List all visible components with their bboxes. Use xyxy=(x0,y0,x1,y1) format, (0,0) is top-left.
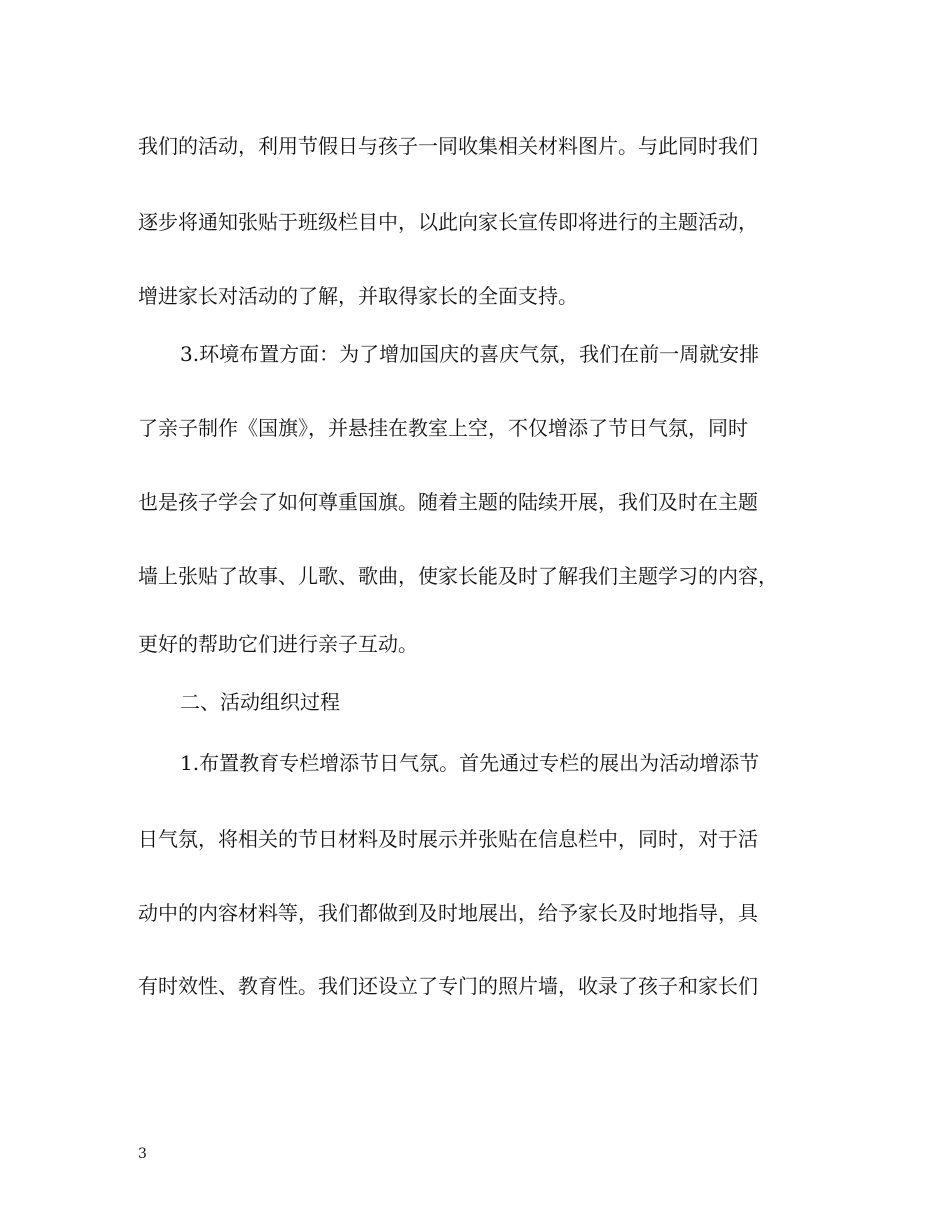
text-line: 也是孩子学会了如何尊重国旗。随着主题的陆续开展，我们及时在主题 xyxy=(138,490,758,514)
text-line: 更好的帮助它们进行亲子互动。 xyxy=(138,632,418,656)
text-line: 了亲子制作《国旗》，并悬挂在教室上空，不仅增添了节日气氛，同时 xyxy=(138,416,748,440)
text-line: 日气氛，将相关的节日材料及时展示并张贴在信息栏中，同时，对于活 xyxy=(138,827,758,851)
text-line: 有时效性、教育性。我们还设立了专门的照片墙，收录了孩子和家长们 xyxy=(138,974,758,998)
text-line: 增进家长对活动的了解，并取得家长的全面支持。 xyxy=(138,284,578,308)
text-line-indented: 3.环境布置方面：为了增加国庆的喜庆气氛，我们在前一周就安排 xyxy=(180,342,760,366)
text-line-indented: 1.布置教育专栏增添节日气氛。首先通过专栏的展出为活动增添节 xyxy=(180,751,760,775)
section-heading: 二、活动组织过程 xyxy=(180,690,340,714)
page-number: 3 xyxy=(138,1146,147,1162)
text-line: 墙上张贴了故事、儿歌、歌曲，使家长能及时了解我们主题学习的内容， xyxy=(138,564,778,588)
text-line: 动中的内容材料等，我们都做到及时地展出，给予家长及时地指导，具 xyxy=(138,901,758,925)
text-line: 逐步将通知张贴于班级栏目中，以此向家长宣传即将进行的主题活动， xyxy=(138,210,758,234)
text-line: 我们的活动，利用节假日与孩子一同收集相关材料图片。与此同时我们 xyxy=(138,134,758,158)
